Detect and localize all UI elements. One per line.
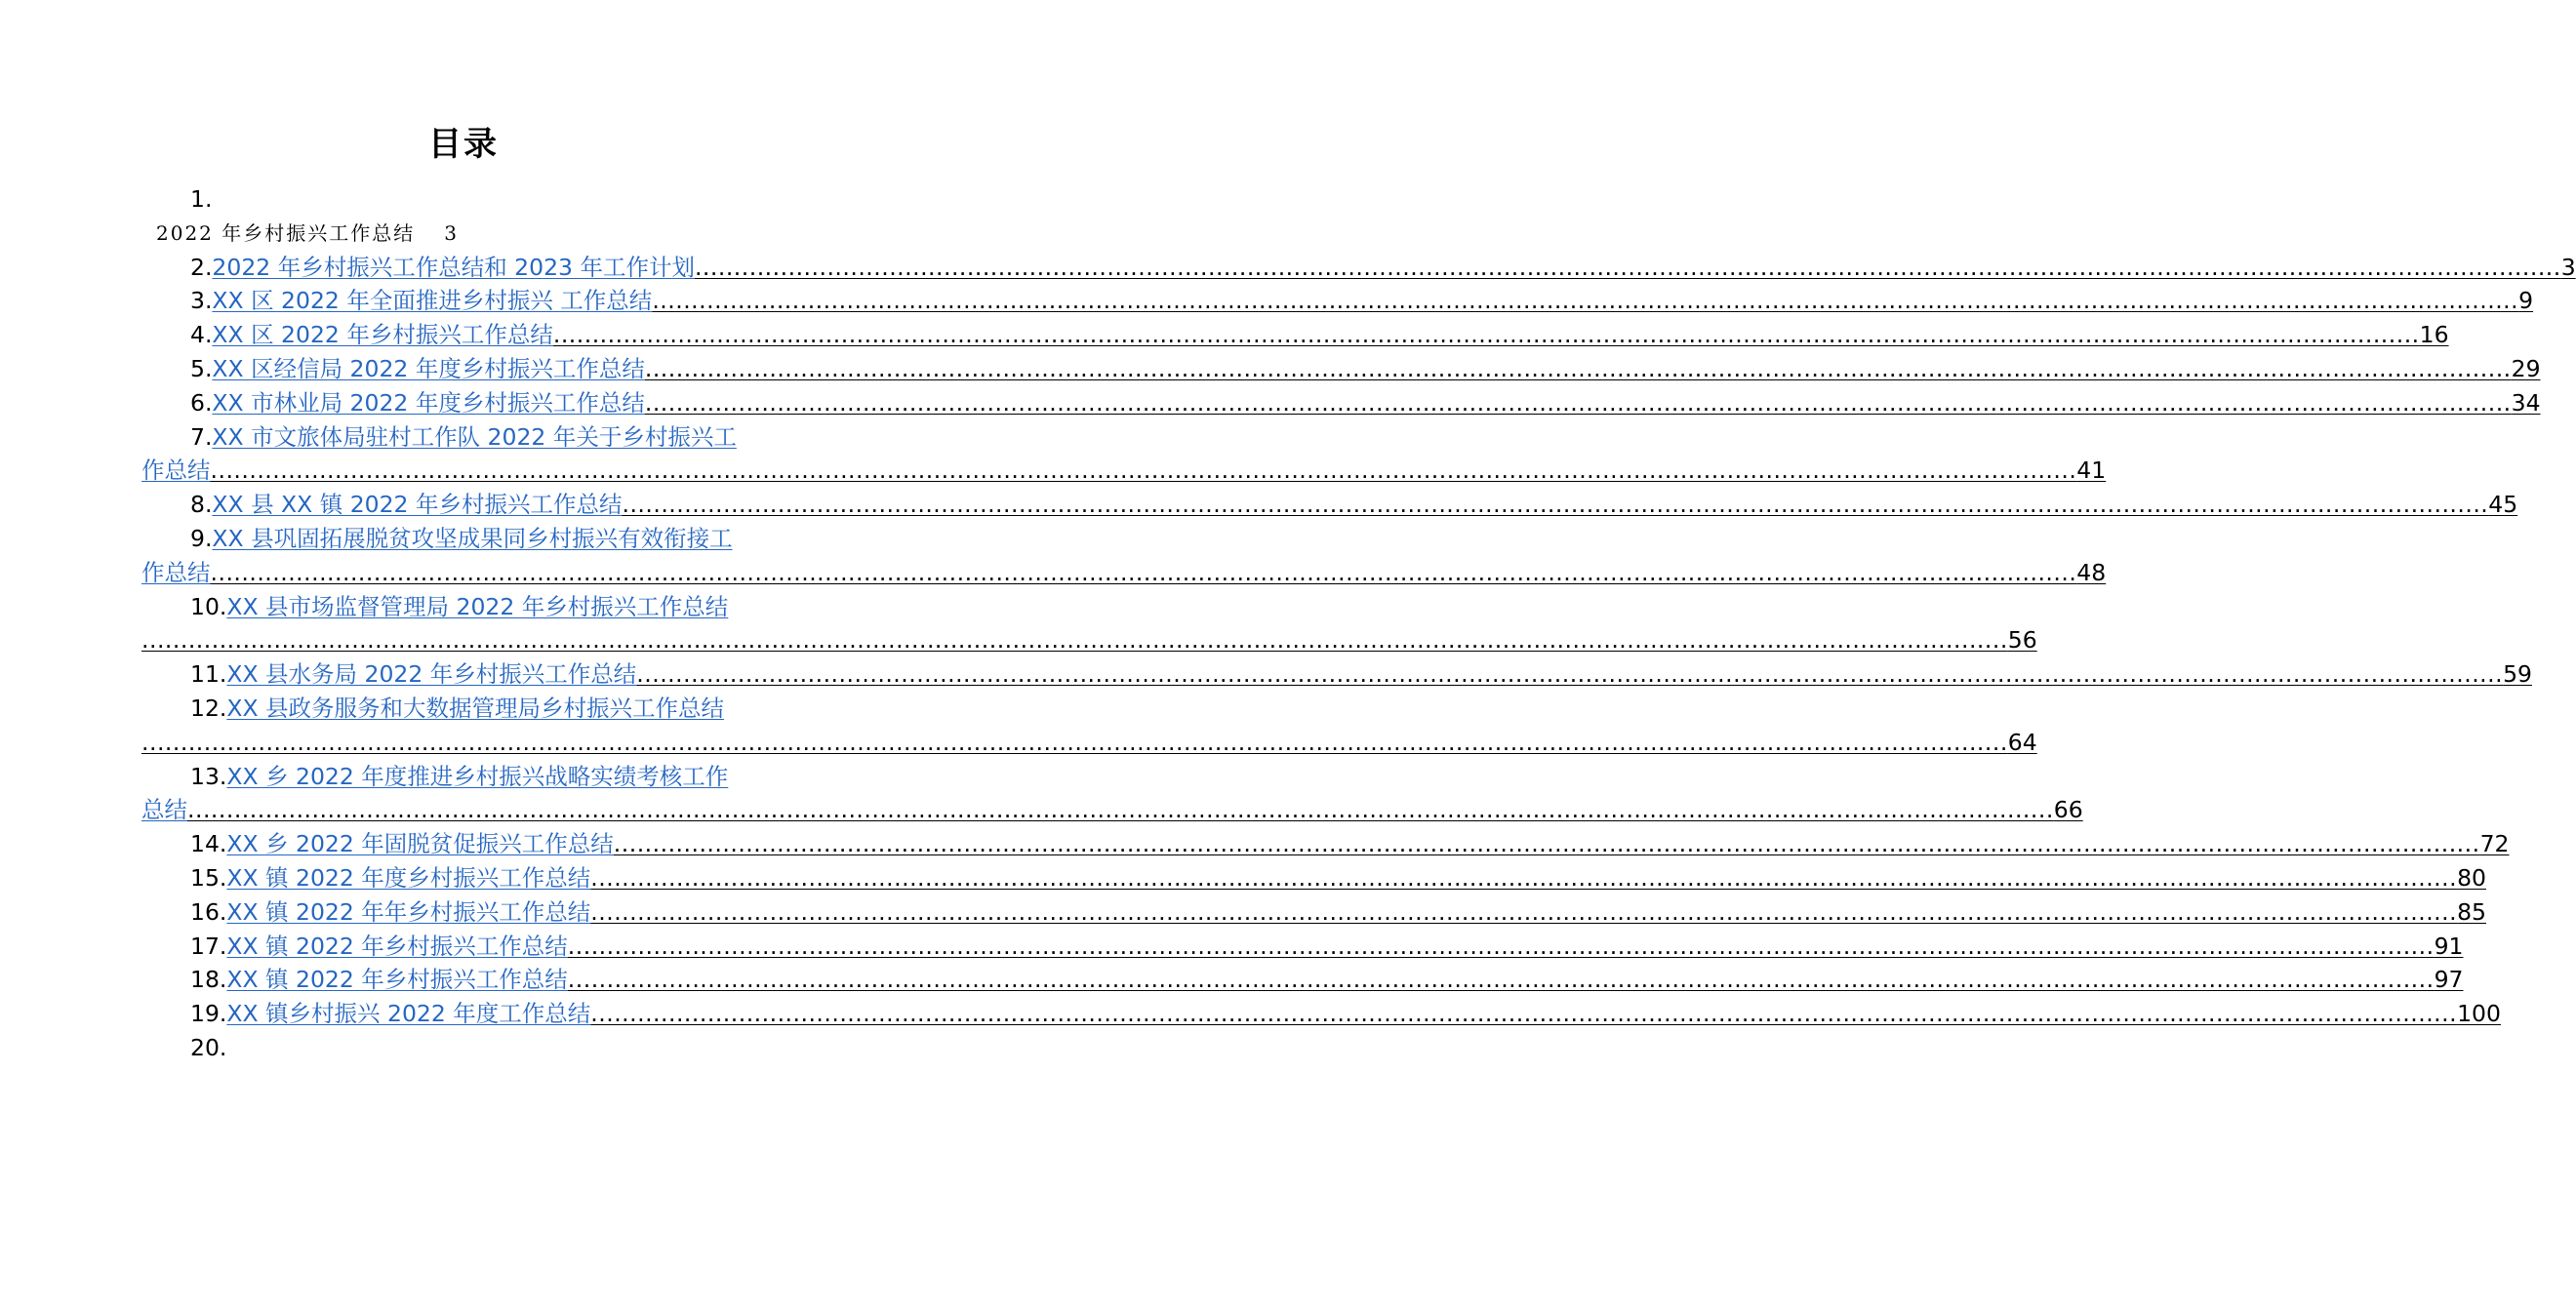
toc-number: 2. bbox=[190, 253, 213, 281]
toc-page: 29 bbox=[2511, 354, 2541, 382]
toc-page: 34 bbox=[2511, 388, 2541, 417]
toc-page: 66 bbox=[2053, 796, 2083, 824]
toc-entry-14[interactable] bbox=[141, 827, 2510, 861]
toc-link[interactable]: XX 镇乡村振兴 2022 年度工作总结 bbox=[226, 1000, 591, 1028]
toc-entry-2[interactable] bbox=[141, 251, 2576, 285]
toc-link[interactable]: XX 县 XX 镇 2022 年乡村振兴工作总结 bbox=[212, 491, 623, 519]
toc-leader: ................................................................................................................................................................................................................................................ bbox=[141, 626, 2008, 655]
toc-leader: ................................................................................................................................................................................................................................................ bbox=[210, 457, 2077, 485]
toc-entry-1 bbox=[141, 217, 786, 251]
toc-link[interactable]: XX 区 2022 年乡村振兴工作总结 bbox=[212, 321, 553, 349]
toc-entry-16[interactable] bbox=[141, 895, 2486, 930]
toc-number: 18. bbox=[190, 966, 227, 994]
toc-number: 16. bbox=[190, 897, 227, 926]
toc-number: 9. bbox=[190, 524, 213, 552]
toc-number: 12. bbox=[190, 694, 227, 722]
toc-entry-15[interactable] bbox=[141, 861, 2486, 895]
toc-link[interactable]: 作总结 bbox=[141, 457, 211, 485]
toc-entry-9-line2[interactable] bbox=[141, 556, 2107, 590]
toc-page: 97 bbox=[2434, 966, 2464, 994]
toc-number: 1. bbox=[190, 185, 213, 213]
toc-entry-18[interactable] bbox=[141, 963, 2464, 997]
page-title: 目录 bbox=[428, 125, 499, 164]
toc-page: 3 bbox=[2560, 253, 2576, 281]
toc-link[interactable]: XX 县市场监督管理局 2022 年乡村振兴工作总结 bbox=[226, 592, 729, 620]
toc-link[interactable]: XX 市林业局 2022 年度乡村振兴工作总结 bbox=[212, 388, 645, 417]
toc-link[interactable]: XX 县政务服务和大数据管理局乡村振兴工作总结 bbox=[226, 694, 725, 722]
toc-link[interactable]: XX 县水务局 2022 年乡村振兴工作总结 bbox=[226, 660, 637, 689]
toc-page: 48 bbox=[2076, 558, 2107, 586]
toc-page: 91 bbox=[2434, 932, 2464, 960]
toc-leader: ................................................................................................................................................................................................................................................ bbox=[590, 863, 2458, 892]
toc-number: 5. bbox=[190, 354, 213, 382]
toc-page: 56 bbox=[2007, 626, 2037, 655]
toc-link[interactable]: 总结 bbox=[141, 796, 187, 824]
toc-link[interactable]: XX 镇 2022 年乡村振兴工作总结 bbox=[226, 932, 568, 960]
toc-number: 4. bbox=[190, 321, 213, 349]
toc-entry-5[interactable] bbox=[141, 352, 2541, 386]
toc-text: 2022 年乡村振兴工作总结 bbox=[156, 220, 416, 245]
toc-entry-7-line2[interactable] bbox=[141, 454, 2107, 488]
toc-link[interactable]: XX 乡 2022 年度推进乡村振兴战略实绩考核工作 bbox=[226, 762, 729, 790]
toc-page: 16 bbox=[2419, 321, 2449, 349]
toc-number: 6. bbox=[190, 388, 213, 417]
toc-link[interactable]: XX 镇 2022 年度乡村振兴工作总结 bbox=[226, 863, 591, 892]
toc-leader: ................................................................................................................................................................................................................................................ bbox=[567, 966, 2435, 994]
toc-number: 3. bbox=[190, 287, 213, 315]
toc-link[interactable]: XX 县巩固拓展脱贫攻坚成果同乡村振兴有效衔接工 bbox=[212, 524, 733, 552]
toc-leader: ................................................................................................................................................................................................................................................ bbox=[590, 1000, 2458, 1028]
toc-entry-13-line1[interactable] bbox=[141, 760, 786, 794]
toc-page: 64 bbox=[2007, 728, 2037, 756]
toc-link[interactable]: 2022 年乡村振兴工作总结和 2023 年工作计划 bbox=[212, 253, 695, 281]
toc-page: 9 bbox=[2518, 287, 2534, 315]
toc-page: 100 bbox=[2457, 1000, 2501, 1028]
table-of-contents bbox=[141, 182, 2576, 1065]
toc-leader: ................................................................................................................................................................................................................................................ bbox=[567, 932, 2435, 960]
toc-number: 10. bbox=[190, 592, 227, 620]
toc-entry-8[interactable] bbox=[141, 488, 2518, 522]
toc-leader: ................................................................................................................................................................................................................................................ bbox=[187, 796, 2054, 824]
toc-entry-17[interactable] bbox=[141, 930, 2464, 964]
toc-link[interactable]: XX 市文旅体局驻村工作队 2022 年关于乡村振兴工 bbox=[212, 422, 737, 451]
toc-link[interactable]: XX 镇 2022 年年乡村振兴工作总结 bbox=[226, 897, 591, 926]
toc-number: 15. bbox=[190, 863, 227, 892]
toc-entry-3[interactable] bbox=[141, 284, 2534, 318]
toc-entry-10-line2[interactable] bbox=[141, 623, 2037, 657]
toc-page: 3 bbox=[444, 220, 459, 245]
toc-leader: ................................................................................................................................................................................................................................................ bbox=[694, 253, 2561, 281]
toc-leader: ................................................................................................................................................................................................................................................ bbox=[644, 354, 2512, 382]
toc-entry-7-line1[interactable] bbox=[141, 420, 786, 455]
toc-link[interactable]: XX 乡 2022 年固脱贫促振兴工作总结 bbox=[226, 830, 614, 858]
toc-page: 72 bbox=[2479, 830, 2510, 858]
toc-entry-1-number bbox=[141, 182, 786, 217]
toc-number: 8. bbox=[190, 491, 213, 519]
toc-page: 59 bbox=[2503, 660, 2532, 689]
toc-page: 80 bbox=[2457, 863, 2486, 892]
toc-page: 45 bbox=[2488, 491, 2518, 519]
toc-number: 20. bbox=[190, 1033, 227, 1061]
toc-entry-11[interactable] bbox=[141, 657, 2532, 692]
toc-link[interactable]: XX 镇 2022 年乡村振兴工作总结 bbox=[226, 966, 568, 994]
toc-entry-9-line1[interactable] bbox=[141, 522, 786, 556]
toc-number: 11. bbox=[190, 660, 227, 689]
toc-entry-12-line2[interactable] bbox=[141, 726, 2037, 760]
toc-number: 19. bbox=[190, 1000, 227, 1028]
toc-leader: ................................................................................................................................................................................................................................................ bbox=[644, 388, 2512, 417]
toc-page: 41 bbox=[2076, 457, 2107, 485]
toc-leader: ................................................................................................................................................................................................................................................ bbox=[652, 287, 2519, 315]
toc-link[interactable]: XX 区 2022 年全面推进乡村振兴 工作总结 bbox=[212, 287, 653, 315]
toc-link[interactable]: XX 区经信局 2022 年度乡村振兴工作总结 bbox=[212, 354, 645, 382]
toc-page: 85 bbox=[2457, 897, 2486, 926]
toc-number: 14. bbox=[190, 830, 227, 858]
toc-leader: ................................................................................................................................................................................................................................................ bbox=[622, 491, 2489, 519]
toc-leader: ................................................................................................................................................................................................................................................ bbox=[613, 830, 2480, 858]
toc-entry-10-line1[interactable] bbox=[141, 590, 786, 624]
toc-number: 17. bbox=[190, 932, 227, 960]
toc-number: 13. bbox=[190, 762, 227, 790]
toc-entry-12-line1[interactable] bbox=[141, 692, 786, 726]
toc-entry-4[interactable] bbox=[141, 318, 2449, 352]
toc-entry-19[interactable] bbox=[141, 997, 2501, 1031]
toc-leader: ................................................................................................................................................................................................................................................ bbox=[141, 728, 2008, 756]
toc-leader: ................................................................................................................................................................................................................................................ bbox=[552, 321, 2420, 349]
toc-leader: ................................................................................................................................................................................................................................................ bbox=[210, 558, 2077, 586]
toc-entry-13-line2[interactable] bbox=[141, 793, 2083, 827]
toc-entry-20 bbox=[141, 1031, 786, 1065]
toc-entry-6[interactable] bbox=[141, 386, 2541, 420]
toc-link[interactable]: 作总结 bbox=[141, 558, 211, 586]
toc-leader: ................................................................................................................................................................................................................................................ bbox=[590, 897, 2458, 926]
toc-number: 7. bbox=[190, 422, 213, 451]
toc-leader: ................................................................................................................................................................................................................................................ bbox=[636, 660, 2504, 689]
